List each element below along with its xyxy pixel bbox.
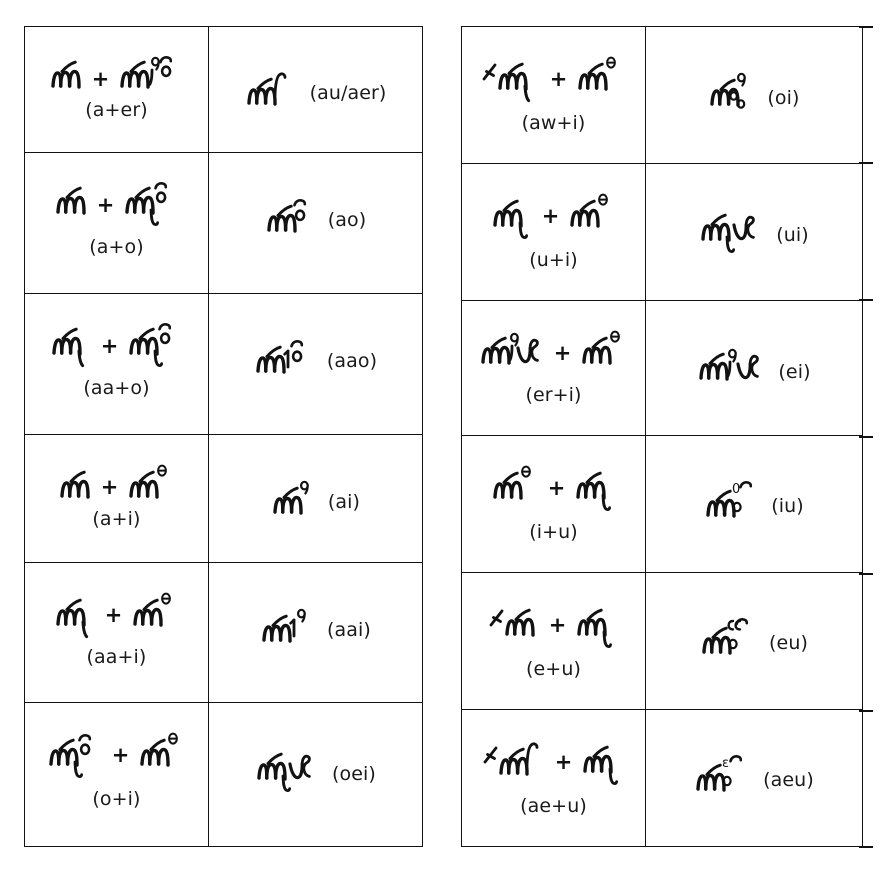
result-romanization: (aao)	[326, 350, 378, 373]
table-row	[462, 301, 863, 436]
result-romanization: (ui)	[776, 224, 809, 247]
source-cell-i-u[interactable]	[462, 435, 646, 572]
source-cell-ae-u[interactable]	[462, 709, 646, 846]
result-cell-eu[interactable]	[646, 572, 863, 709]
source-romanization: (aa+i)	[86, 645, 147, 668]
source-glyph-group	[483, 57, 625, 103]
table-row	[25, 703, 423, 847]
glyph-a	[54, 183, 88, 215]
source-romanization: (u+i)	[529, 249, 578, 272]
result-romanization: (aai)	[327, 618, 371, 641]
source-romanization: (aa+o)	[83, 377, 150, 400]
glyph-aa	[50, 324, 92, 368]
result-cell-iu[interactable]	[646, 435, 863, 572]
result-cell-oi[interactable]	[646, 27, 863, 164]
source-glyph-group	[479, 331, 629, 375]
source-glyph-group	[484, 740, 624, 786]
plus-operator: +	[100, 334, 119, 359]
source-cell-o-i[interactable]	[25, 703, 209, 847]
vowel-combination-table-right	[461, 26, 863, 847]
plus-operator: +	[553, 341, 572, 366]
glyph-a	[49, 57, 83, 89]
glyph-o	[123, 183, 179, 227]
result-glyph-ui	[699, 208, 765, 252]
result-romanization: (oi)	[767, 87, 800, 109]
plus-operator: +	[547, 475, 566, 500]
result-cell-aai[interactable]	[209, 562, 423, 703]
result-glyph-oi	[708, 71, 756, 115]
result-glyph-aeu	[694, 754, 752, 796]
rule-overhang-r3	[859, 436, 873, 438]
source-glyph-group	[49, 57, 185, 90]
source-cell-er-i[interactable]	[462, 301, 646, 436]
source-romanization: (o+i)	[92, 788, 141, 811]
glyph-i	[491, 466, 539, 512]
source-glyph-group	[491, 466, 617, 512]
source-glyph-group	[54, 183, 180, 227]
glyph-u	[574, 466, 616, 512]
glyph-i	[576, 57, 624, 103]
result-glyph-au	[245, 71, 299, 105]
source-glyph-group	[50, 324, 184, 368]
result-glyph-eu	[700, 617, 758, 659]
result-glyph-aao	[254, 338, 316, 374]
source-romanization: (a+er)	[85, 99, 148, 121]
table-row	[25, 294, 423, 435]
rule-overhang-top	[859, 26, 873, 28]
source-romanization: (i+u)	[529, 520, 578, 543]
source-romanization: (a+o)	[89, 236, 144, 259]
result-cell-ao[interactable]	[209, 153, 423, 294]
plus-operator: +	[548, 612, 567, 637]
result-cell-ei[interactable]	[646, 301, 863, 436]
glyph-a	[58, 465, 92, 499]
rule-overhang-r2	[859, 299, 873, 301]
glyph-aa	[54, 593, 96, 637]
source-glyph-group	[47, 733, 187, 779]
result-cell-aeu[interactable]	[646, 709, 863, 846]
source-cell-e-u[interactable]	[462, 572, 646, 709]
rule-overhang-r1	[859, 162, 873, 164]
table-row	[462, 164, 863, 301]
source-romanization: (a+i)	[92, 508, 141, 530]
result-glyph-ai	[271, 479, 317, 515]
result-romanization: (eu)	[769, 631, 808, 654]
source-cell-a-er[interactable]	[25, 27, 209, 153]
source-cell-a-i[interactable]	[25, 435, 209, 563]
plus-operator: +	[541, 204, 560, 229]
plus-operator: +	[104, 602, 123, 627]
superscript-zero: 0	[732, 481, 741, 497]
superscript-epsilon: ε	[722, 755, 730, 771]
rule-overhang-r5	[859, 710, 873, 712]
rule-overhang-bottom	[859, 846, 873, 848]
table-row	[25, 27, 423, 153]
result-romanization: (aeu)	[763, 768, 814, 791]
result-romanization: (au/aer)	[309, 82, 387, 104]
glyph-i	[138, 733, 186, 779]
plus-operator: +	[91, 67, 110, 91]
source-glyph-group	[58, 465, 176, 499]
source-romanization: (e+u)	[526, 657, 581, 680]
table-row	[462, 435, 863, 572]
table-row	[25, 153, 423, 294]
plus-operator: +	[100, 475, 119, 499]
table-row	[462, 572, 863, 709]
glyph-aw	[483, 57, 541, 103]
source-romanization: (ae+u)	[520, 794, 587, 817]
glyph-u	[575, 603, 617, 649]
glyph-i	[568, 194, 616, 240]
result-glyph-iu	[704, 480, 760, 522]
source-romanization: (aw+i)	[521, 112, 586, 134]
plus-operator: +	[96, 193, 115, 218]
plus-operator: +	[549, 67, 568, 91]
result-romanization: (ao)	[327, 209, 367, 232]
glyph-ae	[484, 740, 546, 786]
glyph-i	[131, 593, 179, 637]
result-romanization: (ei)	[778, 361, 811, 384]
rule-overhang-r4	[859, 573, 873, 575]
source-cell-a-o[interactable]	[25, 153, 209, 294]
glyph-u	[581, 740, 623, 786]
plus-operator: +	[554, 749, 573, 774]
table-row	[462, 27, 863, 164]
result-romanization: (ai)	[327, 491, 361, 513]
result-cell-aao[interactable]	[209, 294, 423, 435]
source-glyph-group	[490, 603, 618, 649]
glyph-o	[47, 733, 103, 779]
source-cell-aa-i[interactable]	[25, 562, 209, 703]
table-row	[25, 435, 423, 563]
source-cell-aw-i[interactable]	[462, 27, 646, 164]
glyph-u	[491, 194, 533, 240]
result-romanization: (oei)	[332, 763, 376, 786]
result-cell-oei[interactable]	[209, 703, 423, 847]
source-romanization: (er+i)	[525, 384, 582, 407]
vowel-combination-table-left	[24, 26, 423, 847]
glyph-er	[479, 331, 545, 375]
result-cell-ui[interactable]	[646, 164, 863, 301]
result-glyph-oei	[255, 747, 321, 791]
glyph-i	[127, 465, 175, 499]
source-glyph-group	[491, 194, 617, 240]
table-row	[462, 709, 863, 846]
result-cell-au[interactable]	[209, 27, 423, 153]
result-glyph-ei	[697, 345, 767, 389]
source-glyph-group	[54, 593, 180, 637]
source-cell-aa-o[interactable]	[25, 294, 209, 435]
table-row	[25, 562, 423, 703]
result-cell-ai[interactable]	[209, 435, 423, 563]
plus-operator: +	[111, 743, 130, 768]
glyph-o	[127, 324, 183, 368]
glyph-e	[490, 603, 540, 649]
result-romanization: (iu)	[771, 494, 804, 517]
result-glyph-ao	[265, 197, 317, 233]
source-cell-u-i[interactable]	[462, 164, 646, 301]
result-glyph-aai	[260, 607, 316, 643]
glyph-i	[580, 331, 628, 375]
glyph-er	[118, 57, 184, 89]
